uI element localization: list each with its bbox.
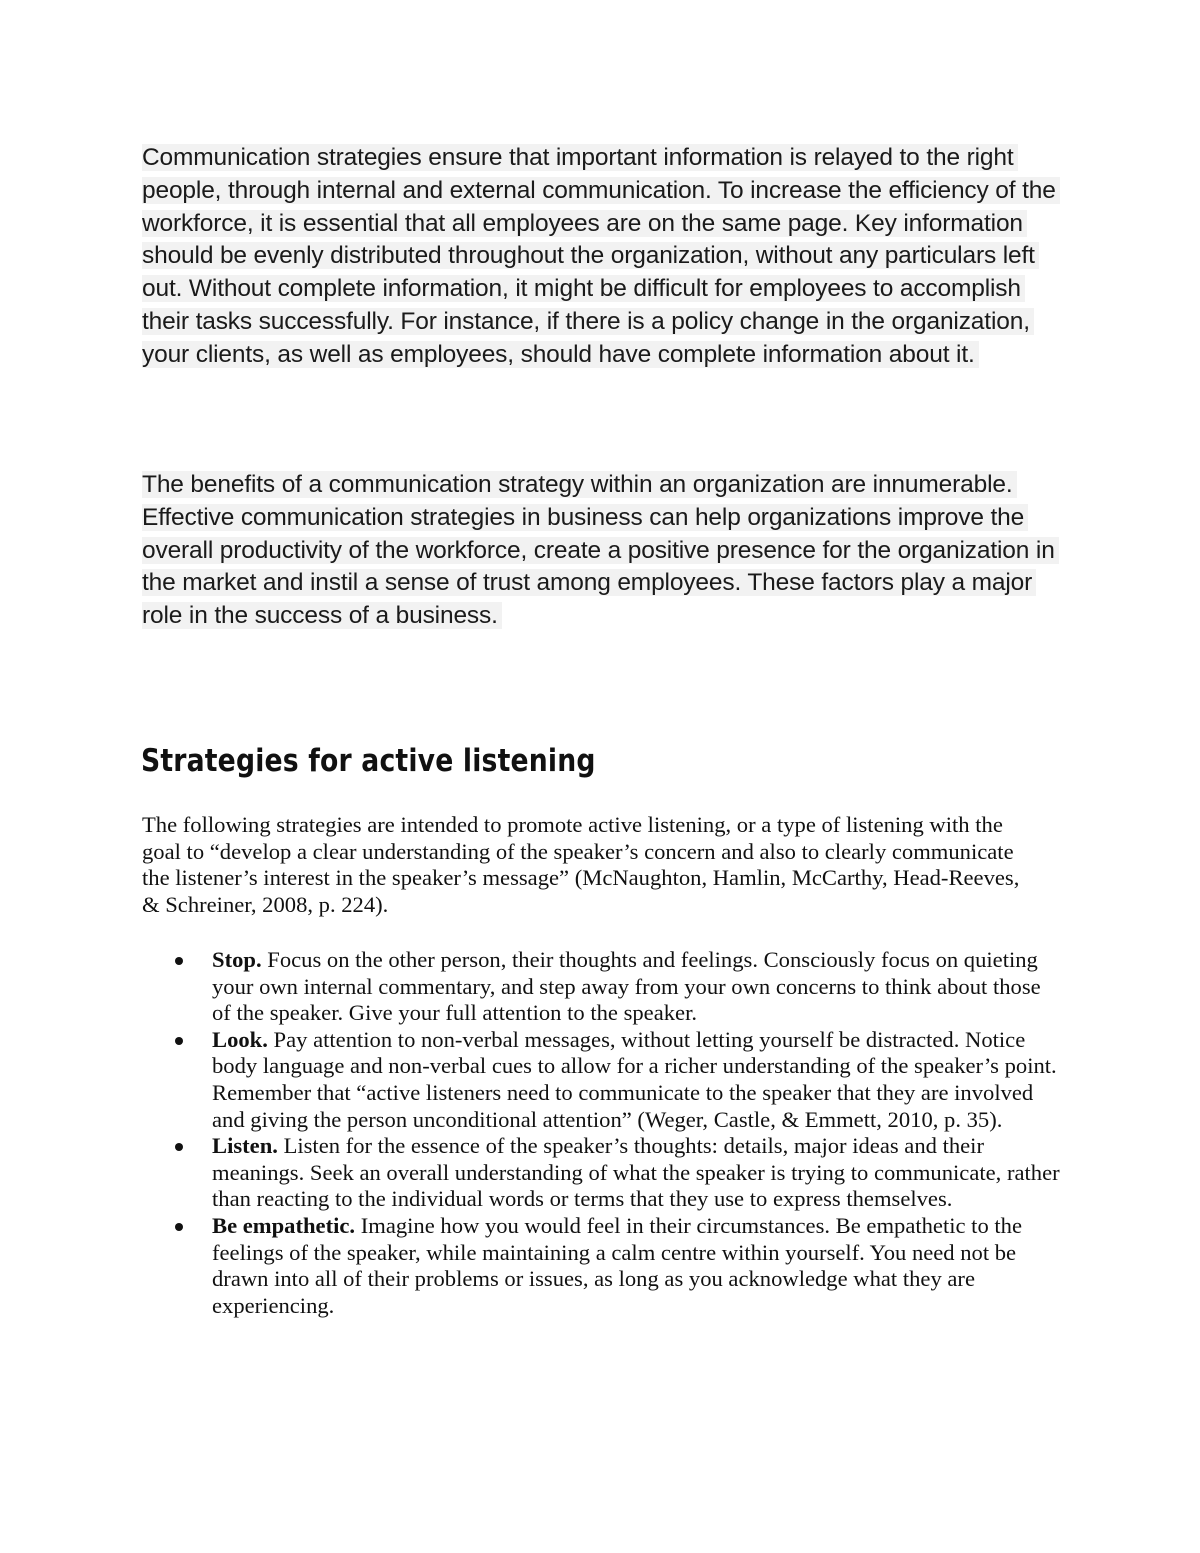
bullet-text: Pay attention to non-verbal messages, without letting yourself be distracted. Notice body language and non-verbal cues to allow for a richer understanding of the speaker’s point. Remember that “active listeners need to communicate to the speaker that they are involved and giving the person unconditional attention” (Weger, Castle, & Emmett, 2010, p. 35).: [212, 1026, 1057, 1132]
bullet-term: Listen.: [212, 1133, 278, 1159]
section-heading: Strategies for active listening: [141, 743, 596, 779]
bullet-term: Look.: [212, 1026, 268, 1052]
bullet-text: Listen for the essence of the speaker’s thoughts: details, major ideas and their meanings. Seek an overall understanding of what the speaker is trying to communicate, rather than reacting to the individual words or terms that they use to express themselves.: [212, 1133, 1060, 1212]
list-item-be-empathetic: [142, 1213, 1062, 1319]
list-item-listen: [142, 1133, 1062, 1213]
list-item-stop: [142, 947, 1062, 1027]
bullet-icon: [175, 957, 183, 965]
paragraph-text: Communication strategies ensure that important information is relayed to the right people, through internal and external communication. To increase the efficiency of the workforce, it is essential that all employees are on the same page. Key information should be evenly distributed throughout the organization, without any particulars left out. Without complete information, it might be difficult for employees to accomplish their tasks successfully. For instance, if there is a policy change in the organization, your clients, as well as employees, should have complete information about it.: [142, 144, 1060, 368]
strategy-list: [142, 947, 1062, 1319]
bullet-icon: [175, 1037, 183, 1045]
paragraph-text: The benefits of a communication strategy within an organization are innumerable. Effective communication strategies in business can help organizations improve the overall productivity of the workforce, create a positive presence for the organization in the market and instil a sense of trust among employees. These factors play a major role in the success of a business.: [142, 471, 1059, 629]
bullet-text: Imagine how you would feel in their circumstances. Be empathetic to the feelings of the speaker, while maintaining a calm centre within yourself. You need not be drawn into all of their problems or issues, as long as you acknowledge what they are experiencing.: [212, 1212, 1023, 1318]
list-item-look: [142, 1027, 1062, 1133]
bullet-term: Stop.: [212, 947, 262, 972]
paragraph-benefits: [142, 469, 1072, 633]
bullet-icon: [175, 1223, 183, 1231]
paragraph-communication-strategies: [142, 142, 1072, 372]
bullet-icon: [175, 1143, 183, 1151]
section-intro: The following strategies are intended to promote active listening, or a type of listening with the goal to “develop a clear understanding of the speaker’s concern and also to clearly communicate the listener’s interest in the speaker’s message” (McNaughton, Hamlin, McCarthy, Head-Reeves, & Schreiner, 2008, p. 224).: [142, 812, 1020, 917]
bullet-term: Be empathetic.: [212, 1212, 356, 1238]
bullet-text: Focus on the other person, their thoughts and feelings. Consciously focus on quieting your own internal commentary, and step away from your own concerns to think about those of the speaker. Give your full attention to the speaker.: [212, 947, 1041, 1026]
